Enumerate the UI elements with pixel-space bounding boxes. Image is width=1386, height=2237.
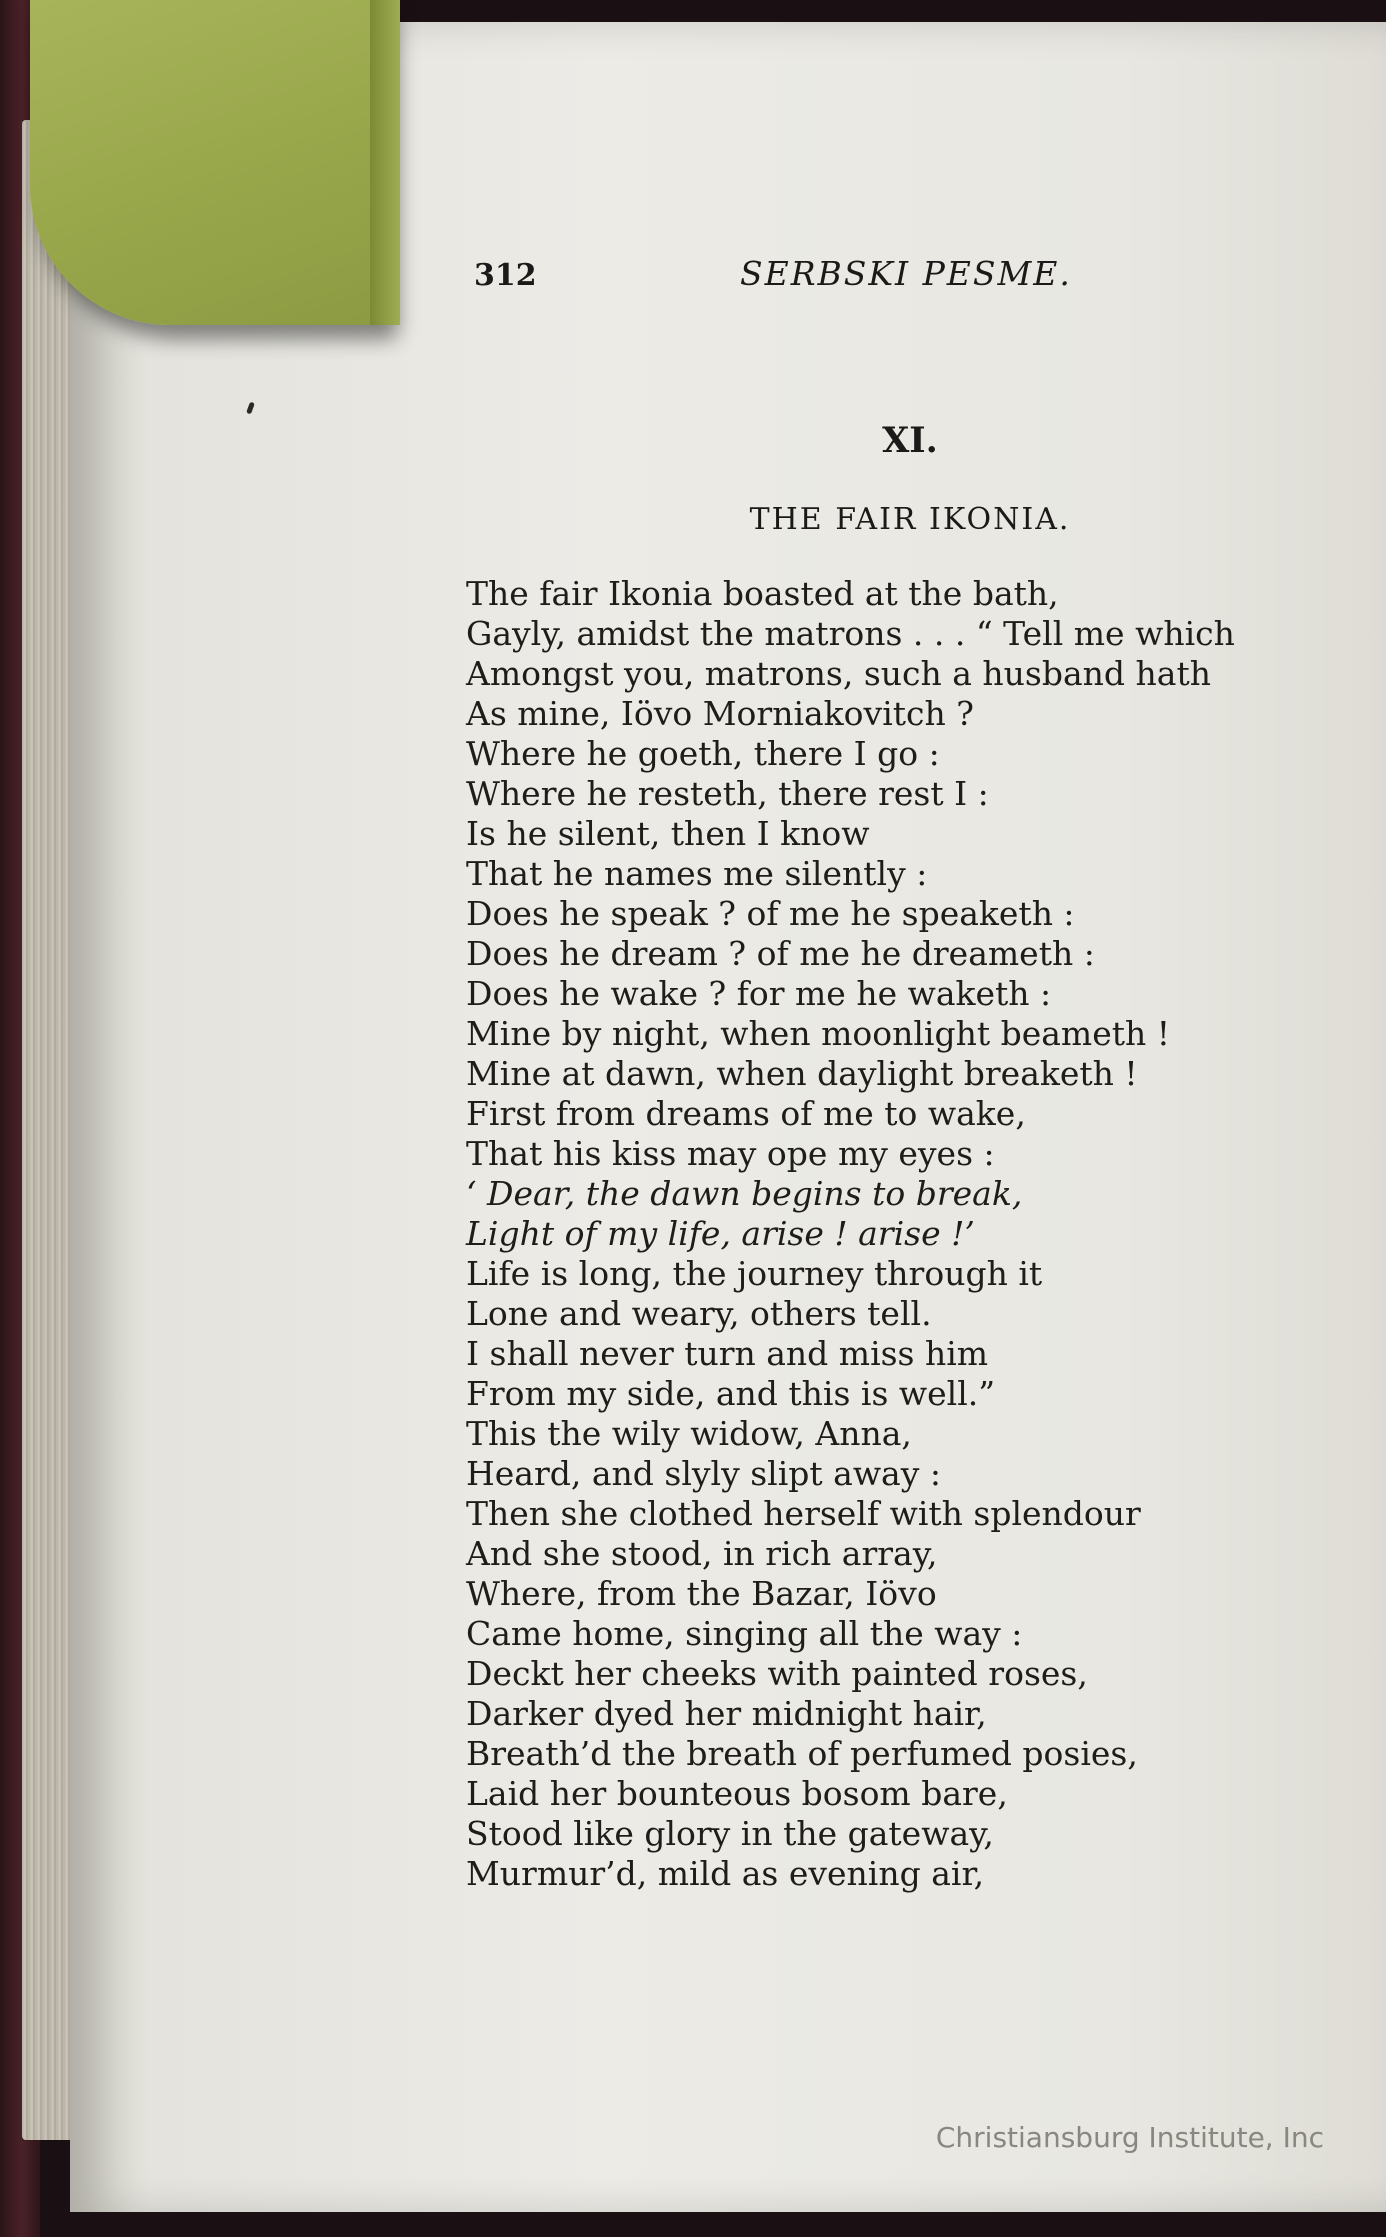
- poem-line: Is he silent, then I know: [466, 814, 870, 853]
- poem-line: That he names me silently :: [466, 854, 928, 893]
- poem-line: First from dreams of me to wake,: [466, 1094, 1026, 1133]
- book-page: [70, 22, 1386, 2212]
- running-head: SERBSKI PESME.: [740, 254, 1072, 293]
- poem-title: THE FAIR IKONIA.: [749, 502, 1071, 537]
- page-number: 312: [474, 258, 537, 293]
- poem-line: The fair Ikonia boasted at the bath,: [466, 574, 1059, 613]
- poem-line: Amongst you, matrons, such a husband hath: [466, 654, 1211, 693]
- poem-line: Then she clothed herself with splendour: [466, 1494, 1141, 1533]
- poem-body: [466, 574, 1346, 1894]
- poem-line: And she stood, in rich array,: [466, 1534, 938, 1573]
- poem-line: I shall never turn and miss him: [466, 1334, 989, 1373]
- poem-line: Breath’d the breath of perfumed posies,: [466, 1734, 1138, 1773]
- poem-line: Lone and weary, others tell.: [466, 1294, 932, 1333]
- poem-line: Light of my life, arise ! arise !’: [466, 1214, 975, 1253]
- poem-line: Mine by night, when moonlight beameth !: [466, 1014, 1171, 1053]
- watermark-text: Christiansburg Institute, Inc: [935, 2121, 1324, 2154]
- poem-line: Where he resteth, there rest I :: [466, 774, 989, 813]
- section-numeral: XI.: [882, 420, 938, 461]
- poem-line: ‘ Dear, the dawn begins to break,: [466, 1174, 1023, 1213]
- poem-line: Does he speak ? of me he speaketh :: [466, 894, 1075, 933]
- poem-line: Laid her bounteous bosom bare,: [466, 1774, 1008, 1813]
- ink-speck: [246, 402, 255, 415]
- poem-line: Where he goeth, there I go :: [466, 734, 940, 773]
- poem-line: From my side, and this is well.”: [466, 1374, 996, 1413]
- bookmark-fold: [370, 0, 400, 325]
- poem-line: This the wily widow, Anna,: [466, 1414, 912, 1453]
- poem-line: Does he wake ? for me he waketh :: [466, 974, 1052, 1013]
- poem-line: Life is long, the journey through it: [466, 1254, 1043, 1293]
- poem-line: That his kiss may ope my eyes :: [466, 1134, 995, 1173]
- green-bookmark-ribbon: [30, 0, 390, 325]
- poem-line: Where, from the Bazar, Iövo: [466, 1574, 937, 1613]
- poem-line: Darker dyed her midnight hair,: [466, 1694, 987, 1733]
- poem-line: Mine at dawn, when daylight breaketh !: [466, 1054, 1138, 1093]
- poem-line: Gayly, amidst the matrons . . . “ Tell me which: [466, 614, 1235, 653]
- poem-line: Heard, and slyly slipt away :: [466, 1454, 941, 1493]
- poem-line: Murmur’d, mild as evening air,: [466, 1854, 985, 1893]
- poem-line: Stood like glory in the gateway,: [466, 1814, 994, 1853]
- poem-line: Deckt her cheeks with painted roses,: [466, 1654, 1088, 1693]
- poem-line: As mine, Iövo Morniakovitch ?: [466, 694, 974, 733]
- page-header: [470, 254, 1120, 302]
- poem-line: Came home, singing all the way :: [466, 1614, 1023, 1653]
- poem-line: Does he dream ? of me he dreameth :: [466, 934, 1095, 973]
